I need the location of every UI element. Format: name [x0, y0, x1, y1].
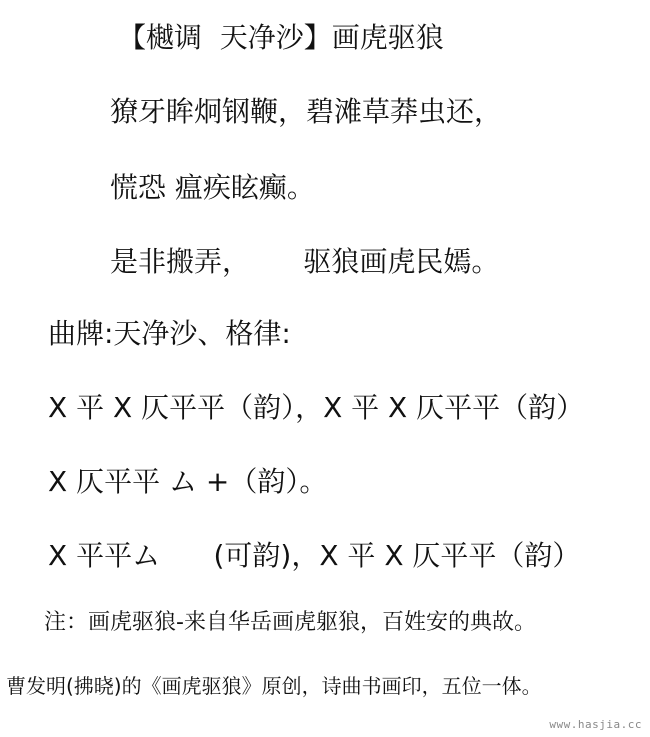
- poem-line-1: 獠牙眸炯钢鞭，碧滩草莽虫还，: [110, 95, 503, 128]
- poem-line-3: 是非搬弄， 驱狼画虎民嫣。: [110, 245, 500, 278]
- meter-line-1: X 平 X 仄平平（韵），X 平 X 仄平平（韵）: [48, 391, 585, 424]
- meter-line-3: X 平平ム (可韵)，X 平 X 仄平平（韵）: [48, 539, 581, 572]
- meter-heading: 曲牌:天净沙、格律:: [48, 317, 291, 350]
- site-watermark: www.hasjia.cc: [549, 718, 642, 731]
- annotation-note: 注：画虎驱狼-来自华岳画虎躯狼，百姓安的典故。: [44, 610, 536, 635]
- poem-line-2: 慌恐 瘟疾眩癫。: [110, 171, 315, 204]
- meter-line-2: X 仄平平 ム +（韵）。: [48, 465, 328, 498]
- author-credit: 曹发明(拂晓)的《画虎驱狼》原创，诗曲书画印，五位一体。: [6, 674, 542, 698]
- poem-title: 【樾调 天净沙】画虎驱狼: [118, 21, 444, 54]
